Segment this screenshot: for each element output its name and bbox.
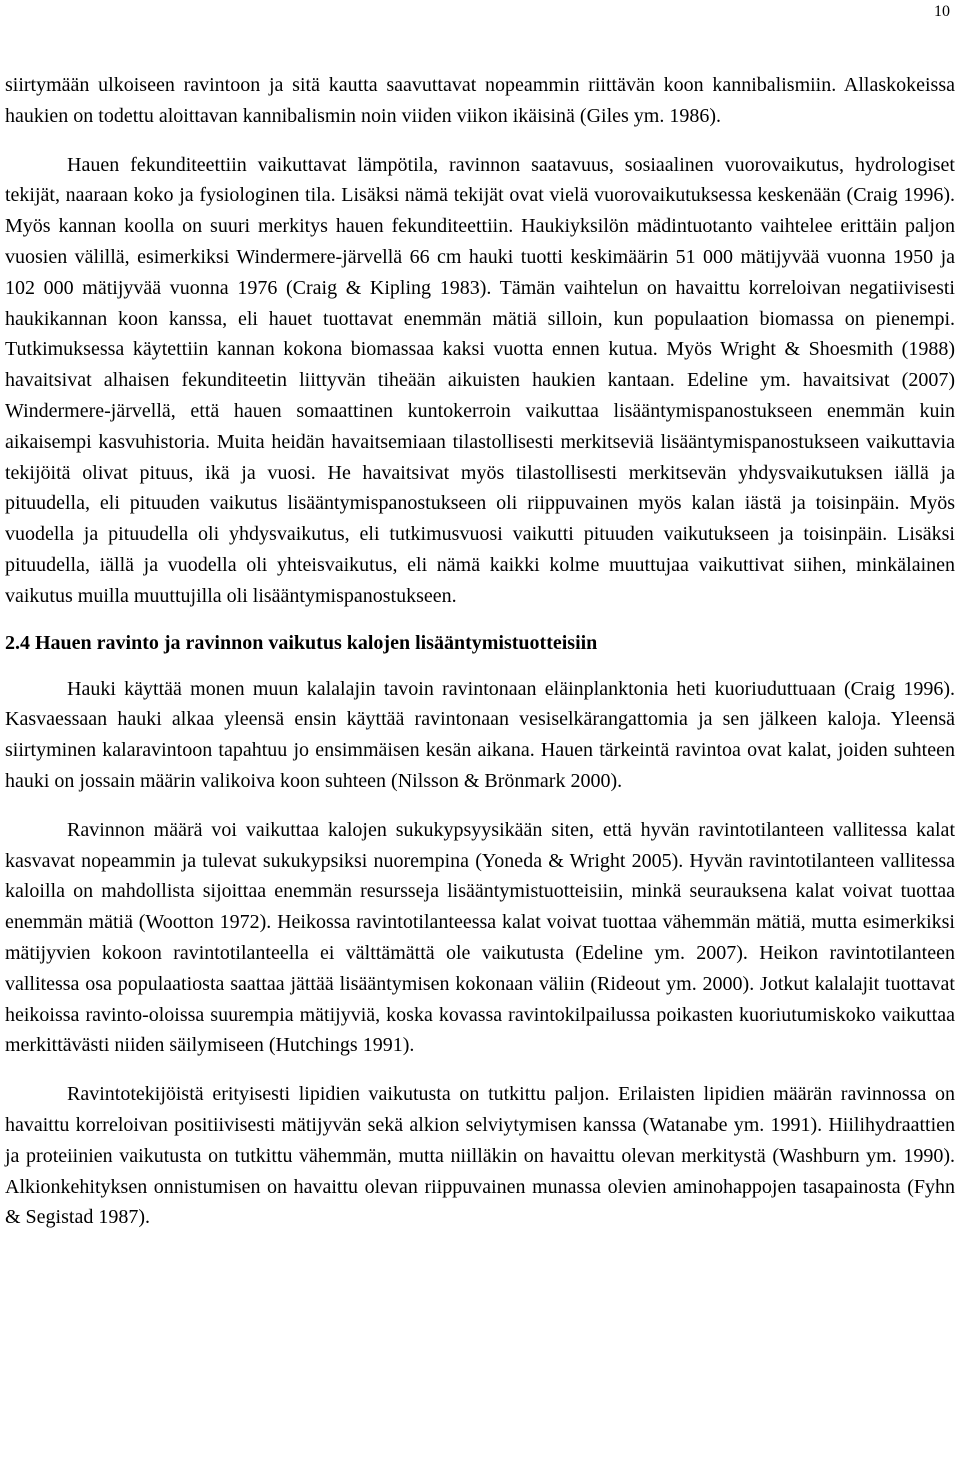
section-heading: 2.4 Hauen ravinto ja ravinnon vaikutus kalojen lisääntymistuotteisiin [5, 631, 598, 654]
paragraph-lipids: Ravintotekijöistä erityisesti lipidien vaikutusta on tutkittu paljon. Erilaisten lipidien määrän ravinnossa on havaittu korreloivan positiivisesti mätijyvän sekä alkion selviytymisen kanssa (Watanabe ym. 1991). Hiilihydraattien ja proteiinien vaikutusta on tutkittu vähemmän, mutta niilläkin on havaittu olevan merkitystä (Washburn ym. 1990). Alkionkehityksen onnistumisen on havaittu olevan riippuvainen munassa olevien aminohappojen tasapainosta (Fyhn & Segistad 1987). [5, 1083, 955, 1229]
paragraph-fecundity: Hauen fekunditeettiin vaikuttavat lämpötila, ravinnon saatavuus, sosiaalinen vuorovaikutus, hydrologiset tekijät, naaraan koko ja fysiologinen tila. Lisäksi nämä tekijät ovat vielä vuorovaikutuksessa keskenään (Craig 1996). Myös kannan koolla on suuri merkitys hauen fekunditeettiin. Haukiyksilön mädintuotanto vaihtelee erittäin paljon vuosien välillä, esimerkiksi Windermere-järvellä 66 cm hauki tuotti keskimäärin 51 000 mätijyvää vuonna 1950 ja 102 000 mätijyvää vuonna 1976 (Craig & Kipling 1983). Tämän vaihtelun on havaittu korreloivan negatiivisesti haukikannan koon kanssa, eli hauet tuottavat enemmän mätiä silloin, kun populaation biomassa on pienempi. Tutkimuksessa käytettiin kannan kokona biomassaa kaksi vuotta ennen kutua. Myös Wright & Shoesmith (1988) havaitsivat alhaisen fekunditeetin liittyvän tiheään aikuisten haukien kantaan. Edeline ym. havaitsivat (2007) Windermere-järvellä, että hauen somaattinen kuntokerroin vaikuttaa lisääntymispanostukseen enemmän kuin aikaisempi kasvuhistoria. Muita heidän havaitsemiaan tilastollisesti merkitseviä lisääntymispanostukseen vaikuttavia tekijöitä olivat pituus, ikä ja vuosi. He havaitsivat myös tilastollisesti merkitsevän yhdysvaikutuksen iällä ja pituudella, eli pituuden vaikutus lisääntymispanostukseen oli riippuvainen myös kalan iästä ja toisinpäin. Myös vuodella ja pituudella oli yhdysvaikutus, eli tutkimusvuosi vaikutti pituuden vaikutukseen ja toisinpäin. Lisäksi pituudella, iällä ja vuodella oli yhteisvaikutus, eli nämä kaikki kolme muuttujaa vaikuttivat siihen, minkälainen vaikutus muilla muuttujilla oli lisääntymispanostukseen. [5, 153, 955, 607]
page-number: 10 [934, 3, 950, 20]
paragraph-food-quantity: Ravinnon määrä voi vaikuttaa kalojen sukukypsyysikään siten, että hyvän ravintotilanteen vallitessa kalat kasvavat nopeammin ja tulevat sukukypsiksi nuorempina (Yoneda & Wright 2005). Hyvän ravintotilanteen vallitessa kaloilla on mahdollista sijoittaa enemmän resursseja lisääntymistuotteisiin, minkä seurauksena kalat voivat tuottaa enemmän mätiä (Wootton 1972). Heikossa ravintotilanteessa kalat voivat tuottaa vähemmän mätiä, mutta esimerkiksi mätijyvien kokoon ravintotilanteella ei välttämättä ole vaikutusta (Edeline ym. 2007). Heikon ravintotilanteen vallitessa osa populaatiosta saattaa jättää lisääntymisen kokonaan väliin (Rideout ym. 2000). Jotkut kalalajit tuottavat heikoissa ravinto-oloissa suurempia mätijyviä, koska kovassa ravintokilpailussa poikasten kuoriutumiskoko vaikuttaa merkittävästi niiden säilymiseen (Hutchings 1991). [5, 818, 955, 1057]
page-body [5, 70, 955, 1233]
paragraph-continuation: siirtymään ulkoiseen ravintoon ja sitä kautta saavuttavat nopeammin riittävän koon kannibalismiin. Allaskokeissa haukien on todettu aloittavan kannibalismin noin viiden viikon ikäisinä (Giles ym. 1986). [5, 74, 955, 127]
paragraph-diet: Hauki käyttää monen muun kalalajin tavoin ravintonaan eläinplanktonia heti kuoriuduttuaan (Craig 1996). Kasvaessaan hauki alkaa yleensä ensin käyttää ravintonaan vesiselkärangattomia ja sen jälkeen kaloja. Yleensä siirtyminen kalaravintoon tapahtuu jo ensimmäisen kesän aikana. Hauen tärkeintä ravintoa ovat kalat, joiden suhteen hauki on jossain määrin valikoiva koon suhteen (Nilsson & Brönmark 2000). [5, 677, 955, 792]
